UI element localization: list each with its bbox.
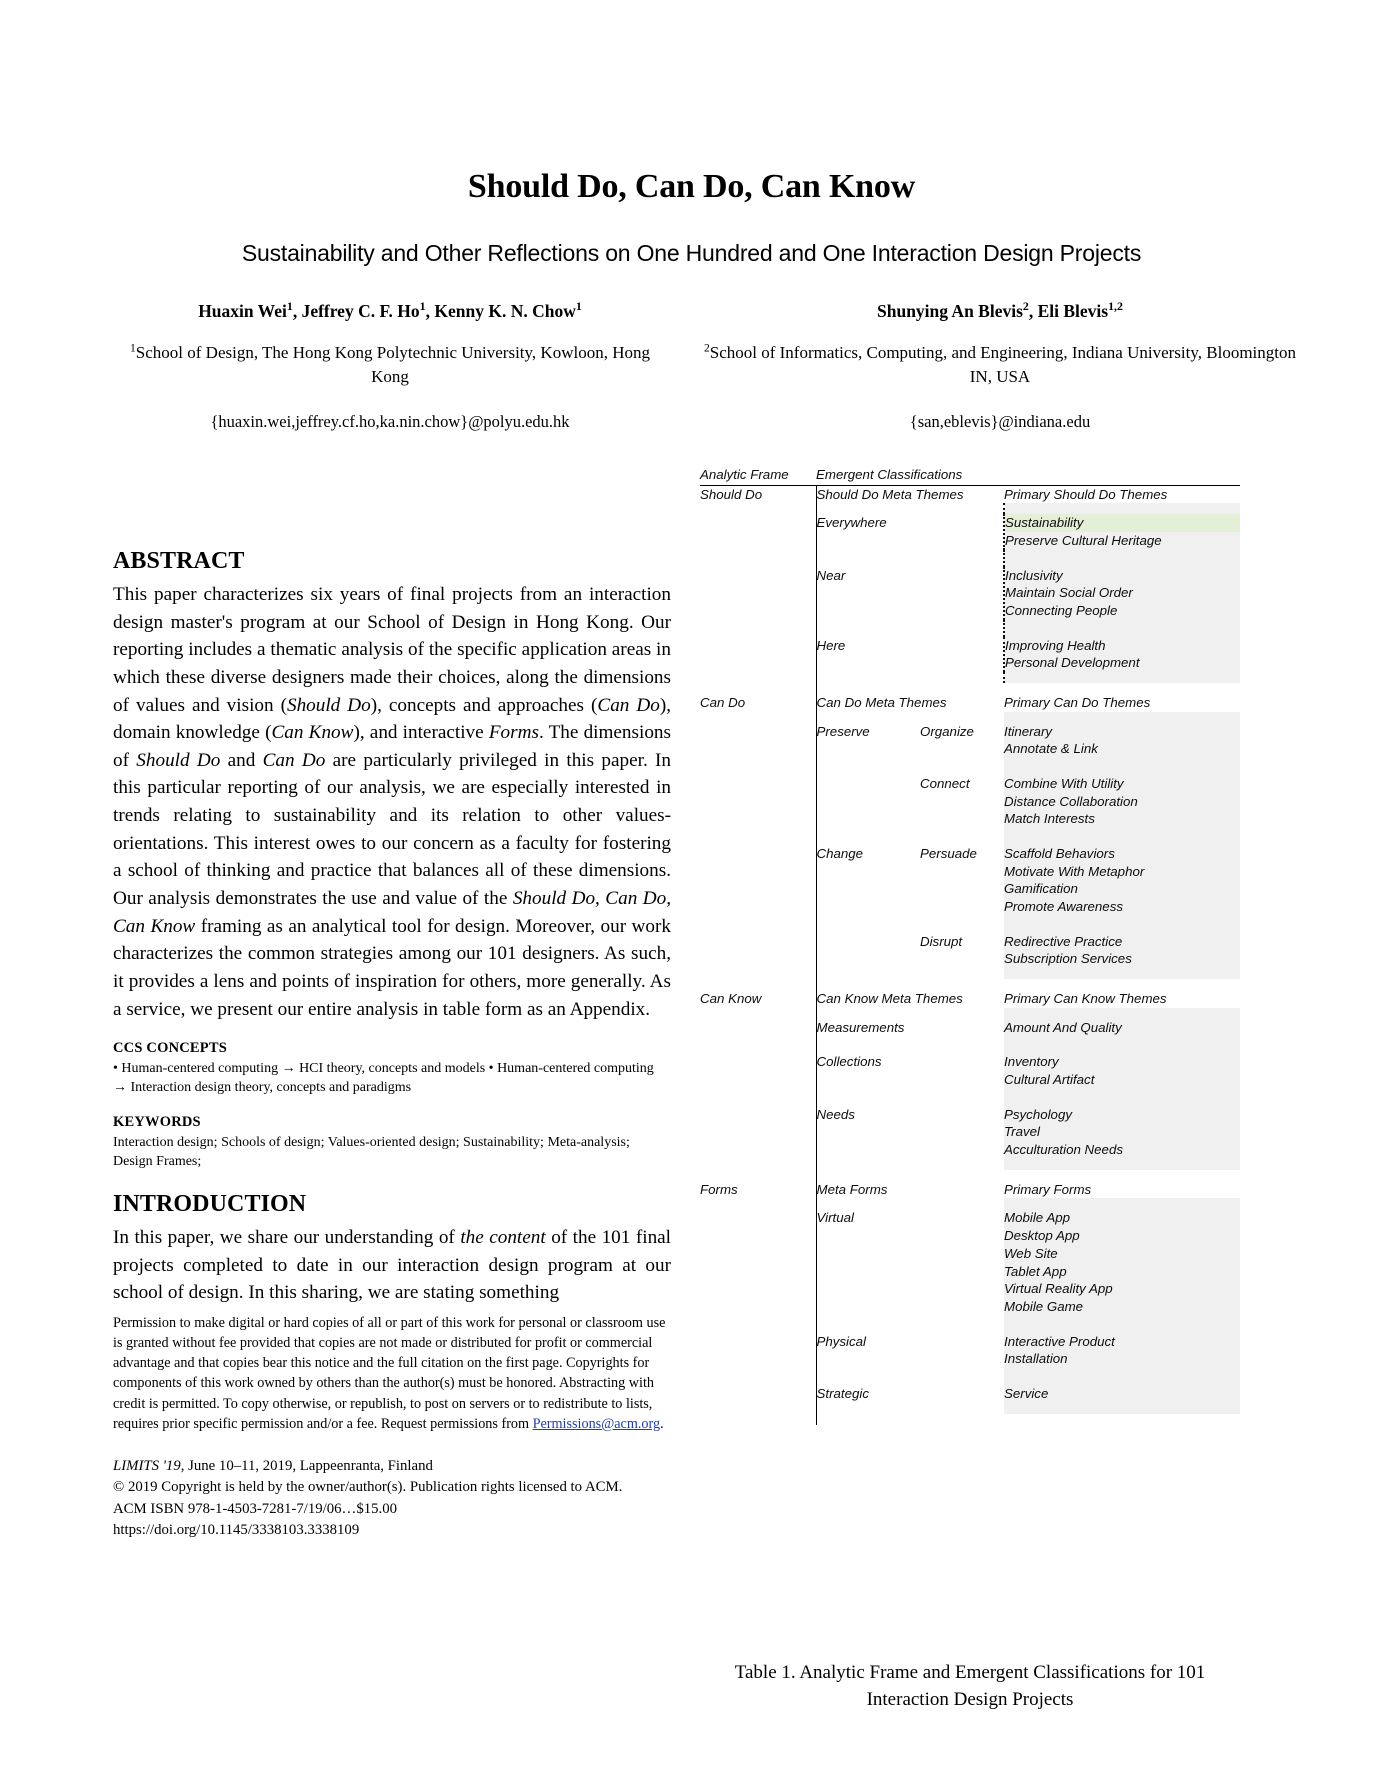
frame-empty xyxy=(700,637,816,672)
meta-theme-header: Can Know Meta Themes xyxy=(816,990,986,1008)
section-end-gap xyxy=(700,1159,1240,1170)
table-end xyxy=(700,1414,1240,1425)
keywords-text: Interaction design; Schools of design; Values-oriented design; Sustainability; Meta-analysis; Design Frames; xyxy=(113,1135,630,1169)
frame-empty xyxy=(700,723,816,758)
section-separator xyxy=(700,1170,1240,1181)
author-email-right: {san,eblevis}@indiana.edu xyxy=(909,412,1091,432)
primary-theme-item: Virtual Reality App xyxy=(1004,1281,1113,1297)
primary-theme-list xyxy=(1004,1106,1240,1159)
meta-theme-label: Change xyxy=(816,845,920,916)
section-header-row xyxy=(700,1181,1240,1199)
permission-notice xyxy=(113,1313,668,1434)
group-gap xyxy=(700,1316,1240,1333)
permissions-email-link[interactable]: Permissions@acm.org xyxy=(532,1415,661,1432)
group-gap xyxy=(700,1089,1240,1106)
theme-group-row xyxy=(700,1385,1240,1403)
primary-theme-item: Desktop App xyxy=(1004,1228,1080,1244)
analytic-frame-table xyxy=(700,466,1240,1425)
primary-theme-item: Amount And Quality xyxy=(1004,1019,1122,1035)
section-gap xyxy=(700,503,1240,514)
meta-theme-label: Measurements xyxy=(816,1019,920,1037)
primary-theme-list xyxy=(1004,845,1240,916)
theme-group-row xyxy=(700,637,1240,672)
section-header-row xyxy=(700,694,1240,712)
theme-group-row xyxy=(700,775,1240,828)
meta-theme-header: Meta Forms xyxy=(816,1181,986,1199)
conference-venue xyxy=(113,1456,668,1477)
abstract-text: This paper characterizes six years of final projects from an interaction design master's program at our School of Design in Hong Kong. Our reporting includes a thematic analysis of the specific application areas in which these diverse designers made their choices, along the dimensions of values and vision (Should Do), concepts and approaches (Can Do), domain knowledge (Can Know), and interactive Forms. The dimensions of Should Do and Can Do are particularly privileged in this paper. In this particular reporting of our analysis, we are especially interested in trends relating to sustainability and its relation to other values-orientations. This interest owes to our concern as a faculty for fostering a school of thinking and practice that balances all of these dimensions. Our analysis demonstrates the use and value of the Should Do, Can Do, Can Know framing as an analytical tool for design. Moreover, our work characterizes the common strategies among our 101 designers. As such, it provides a lens and points of inspiration for others, more generally. As a service, we present our entire analysis in table form as an Appendix. xyxy=(113,584,672,1020)
doi-line: https://doi.org/10.1145/3338103.3338109 xyxy=(113,1521,360,1538)
section-separator xyxy=(700,683,1240,694)
theme-group-row xyxy=(700,567,1240,620)
primary-theme-item: Motivate With Metaphor xyxy=(1004,863,1145,879)
primary-theme-header: Primary Can Do Themes xyxy=(1004,695,1151,711)
primary-theme-list xyxy=(1004,1333,1240,1368)
ccs-text: • Human-centered computing → HCI theory, concepts and models • Human-centered computing → Interaction design theory, concepts and paradigms xyxy=(113,1061,654,1095)
section-end-gap xyxy=(700,672,1240,683)
frame-empty xyxy=(700,845,816,916)
author-names-left: Huaxin Wei$^1$, Jeffrey C. F. Ho$^1$, Kenny K. N. Chow$^1$ xyxy=(198,299,582,321)
theme-group-row xyxy=(700,723,1240,758)
page-title: Should Do, Can Do, Can Know xyxy=(467,168,916,205)
theme-group-row xyxy=(700,1019,1240,1037)
sub-theme-label xyxy=(920,567,986,620)
meta-theme-label: Virtual xyxy=(816,1209,920,1315)
primary-theme-item: Annotate & Link xyxy=(1004,741,1098,757)
meta-theme-label: Here xyxy=(816,637,920,672)
primary-theme-item: Cultural Artifact xyxy=(1004,1072,1095,1088)
frame-empty xyxy=(700,1333,816,1368)
primary-theme-header: Primary Can Know Themes xyxy=(1004,991,1167,1007)
sub-theme-label xyxy=(920,1019,986,1037)
primary-theme-item: Service xyxy=(1004,1385,1049,1401)
theme-group-row xyxy=(700,1053,1240,1088)
primary-theme-item: Redirective Practice xyxy=(1004,933,1123,949)
table-element xyxy=(700,466,1240,1425)
sub-spacer xyxy=(986,990,1004,1008)
theme-group-row xyxy=(700,514,1240,549)
author-names-right: Shunying An Blevis$^2$, Eli Blevis$^{1,2}$ xyxy=(877,299,1123,321)
primary-theme-item: Inclusivity xyxy=(1005,567,1063,583)
frame-empty xyxy=(700,933,816,968)
sub-gap xyxy=(986,1333,1004,1368)
primary-theme-item: Inventory xyxy=(1004,1054,1059,1070)
primary-theme-item: Connecting People xyxy=(1005,603,1118,619)
sub-theme-label xyxy=(920,1385,986,1403)
sub-theme-label xyxy=(920,1106,986,1159)
introduction-heading: INTRODUCTION xyxy=(113,1191,307,1218)
theme-group-row xyxy=(700,933,1240,968)
permission-text-end: . xyxy=(660,1415,664,1432)
group-gap xyxy=(700,1036,1240,1053)
primary-theme-item: Tablet App xyxy=(1004,1263,1067,1279)
copyright-line: © 2019 Copyright is held by the owner/author(s). Publication rights licensed to ACM. xyxy=(113,1479,623,1496)
author-affiliation-left: $^1$School of Design, The Hong Kong Polytechnic University, Kowloon, Hong Kong xyxy=(130,341,650,387)
meta-theme-label: Strategic xyxy=(816,1385,920,1403)
table-caption: Table 1. Analytic Frame and Emergent Classifications for 101 Interaction Design Projects xyxy=(734,1662,1206,1710)
author-email-left: {huaxin.wei,jeffrey.cf.ho,ka.nin.chow}@polyu.edu.hk xyxy=(210,412,570,432)
meta-theme-label xyxy=(816,775,920,828)
isbn-line: ACM ISBN 978-1-4503-7281-7/19/06…$15.00 xyxy=(113,1500,398,1517)
frame-label: Should Do xyxy=(700,486,763,502)
group-gap xyxy=(700,1368,1240,1385)
section-end-gap xyxy=(700,968,1240,979)
frame-empty xyxy=(700,514,816,549)
frame-empty xyxy=(700,1053,816,1088)
primary-theme-item: Sustainability xyxy=(1005,514,1240,532)
venue-name: LIMITS '19 xyxy=(113,1457,181,1474)
primary-theme-item: Scaffold Behaviors xyxy=(1004,846,1115,862)
sub-gap xyxy=(986,1106,1004,1159)
sub-gap xyxy=(986,1019,1004,1037)
primary-theme-item: Interactive Product xyxy=(1004,1333,1115,1349)
primary-theme-item: Match Interests xyxy=(1004,811,1095,827)
primary-theme-list xyxy=(1004,637,1240,672)
sub-gap xyxy=(986,1385,1004,1403)
left-column xyxy=(113,548,671,1307)
frame-empty xyxy=(700,1385,816,1403)
primary-theme-header: Primary Forms xyxy=(1004,1181,1092,1197)
permission-text: Permission to make digital or hard copies of all or part of this work for personal or classroom use is granted without fee provided that copies are not made or distributed for profit or commercial advantage and that copies bear this notice and the full citation on the first page. Copyrights for components of this work owned by others than the author(s) must be honored. Abstracting with credit is permitted. To copy otherwise, or republish, to post on servers or to redistribute to lists, requires prior specific permission and/or a fee. Request permissions from xyxy=(113,1315,666,1432)
primary-theme-list xyxy=(1004,1385,1240,1403)
keywords-heading: KEYWORDS xyxy=(113,1114,201,1131)
sub-spacer xyxy=(986,486,1004,504)
author-affiliation-right: $^2$School of Informatics, Computing, and Engineering, Indiana University, Bloomington IN, USA xyxy=(703,341,1297,387)
sub-gap xyxy=(986,637,1004,672)
primary-theme-item: Mobile App xyxy=(1004,1210,1071,1226)
sub-spacer xyxy=(986,1181,1004,1199)
abstract-heading: ABSTRACT xyxy=(113,548,245,574)
sub-gap xyxy=(986,1053,1004,1088)
primary-theme-list xyxy=(1004,933,1240,968)
primary-theme-list xyxy=(1004,1019,1240,1037)
primary-theme-list xyxy=(1004,514,1240,549)
sub-gap xyxy=(986,845,1004,916)
primary-theme-item: Improving Health xyxy=(1005,637,1106,653)
header-emergent-classifications: Emergent Classifications xyxy=(816,467,963,482)
section-gap xyxy=(700,712,1240,723)
meta-theme-header: Should Do Meta Themes xyxy=(816,486,986,504)
meta-theme-label xyxy=(816,933,920,968)
meta-theme-label: Near xyxy=(816,567,920,620)
frame-label: Forms xyxy=(700,1181,738,1197)
primary-theme-item: Preserve Cultural Heritage xyxy=(1005,533,1162,549)
sub-gap xyxy=(986,723,1004,758)
primary-theme-item: Personal Development xyxy=(1005,655,1140,671)
primary-theme-item: Installation xyxy=(1004,1351,1068,1367)
meta-theme-label: Needs xyxy=(816,1106,920,1159)
conference-block xyxy=(113,1456,668,1541)
frame-empty xyxy=(700,1106,816,1159)
group-gap xyxy=(700,758,1240,775)
sub-gap xyxy=(986,775,1004,828)
section-separator xyxy=(700,979,1240,990)
sub-gap xyxy=(986,514,1004,549)
sub-theme-label xyxy=(920,637,986,672)
primary-theme-item: Distance Collaboration xyxy=(1004,793,1138,809)
header-spacer xyxy=(1004,466,1240,484)
primary-theme-list xyxy=(1004,567,1240,620)
group-gap xyxy=(700,550,1240,567)
sub-theme-label xyxy=(920,1053,986,1088)
sub-gap xyxy=(986,1209,1004,1315)
ccs-heading: CCS CONCEPTS xyxy=(113,1040,227,1057)
frame-label: Can Know xyxy=(700,991,762,1007)
footer-block xyxy=(113,1313,668,1541)
primary-theme-item: Subscription Services xyxy=(1004,951,1132,967)
meta-theme-header: Can Do Meta Themes xyxy=(816,694,986,712)
section-gap xyxy=(700,1008,1240,1019)
frame-empty xyxy=(700,567,816,620)
venue-details: , June 10–11, 2019, Lappeenranta, Finland xyxy=(180,1457,433,1474)
group-gap xyxy=(700,620,1240,637)
section-end-gap xyxy=(700,1403,1240,1414)
meta-theme-label: Collections xyxy=(816,1053,920,1088)
header-analytic-frame: Analytic Frame xyxy=(700,467,789,482)
sub-theme-label xyxy=(920,1209,986,1315)
section-header-row xyxy=(700,990,1240,1008)
section-gap xyxy=(700,1198,1240,1209)
meta-theme-label: Everywhere xyxy=(816,514,920,549)
primary-theme-item: Psychology xyxy=(1004,1106,1072,1122)
primary-theme-item: Web Site xyxy=(1004,1245,1058,1261)
title-block xyxy=(0,168,1383,267)
primary-theme-item: Maintain Social Order xyxy=(1005,585,1133,601)
sub-theme-label: Persuade xyxy=(920,846,977,862)
table-header-row xyxy=(700,466,1240,484)
meta-theme-label: Preserve xyxy=(816,723,920,758)
paper-subtitle: Sustainability and Other Reflections on One Hundred and One Interaction Design Projects xyxy=(241,240,1142,266)
primary-theme-header: Primary Should Do Themes xyxy=(1004,486,1168,502)
frame-label: Can Do xyxy=(700,695,746,711)
theme-group-row xyxy=(700,845,1240,916)
group-gap xyxy=(700,828,1240,845)
primary-theme-list xyxy=(1004,1209,1240,1315)
section-header-row xyxy=(700,486,1240,504)
primary-theme-item: Travel xyxy=(1004,1124,1040,1140)
primary-theme-list xyxy=(1004,723,1240,758)
primary-theme-item: Mobile Game xyxy=(1004,1298,1084,1314)
primary-theme-list xyxy=(1004,1053,1240,1088)
primary-theme-item: Acculturation Needs xyxy=(1004,1142,1123,1158)
primary-theme-item: Promote Awareness xyxy=(1004,899,1123,915)
sub-theme-label xyxy=(920,1333,986,1368)
primary-theme-item: Itinerary xyxy=(1004,723,1053,739)
primary-theme-list xyxy=(1004,775,1240,828)
primary-theme-item: Combine With Utility xyxy=(1004,776,1124,792)
introduction-section xyxy=(113,1191,671,1307)
theme-group-row xyxy=(700,1333,1240,1368)
frame-empty xyxy=(700,1209,816,1315)
sub-spacer xyxy=(986,694,1004,712)
sub-theme-label: Connect xyxy=(920,776,970,792)
author-group-left xyxy=(110,300,670,432)
sub-theme-label: Organize xyxy=(920,723,974,739)
sub-gap xyxy=(986,933,1004,968)
sub-theme-label xyxy=(920,514,986,549)
author-group-right xyxy=(700,300,1300,432)
frame-empty xyxy=(700,775,816,828)
meta-theme-label: Physical xyxy=(816,1333,920,1368)
group-gap xyxy=(700,916,1240,933)
theme-group-row xyxy=(700,1209,1240,1315)
primary-theme-item: Gamification xyxy=(1004,881,1078,897)
sub-gap xyxy=(986,567,1004,620)
theme-group-row xyxy=(700,1106,1240,1159)
sub-theme-label: Disrupt xyxy=(920,933,963,949)
introduction-text: In this paper, we share our understanding of the content of the 101 final projects completed to date in our interaction design program at our school of design. In this sharing, we are stating something xyxy=(113,1227,672,1304)
frame-empty xyxy=(700,1019,816,1037)
